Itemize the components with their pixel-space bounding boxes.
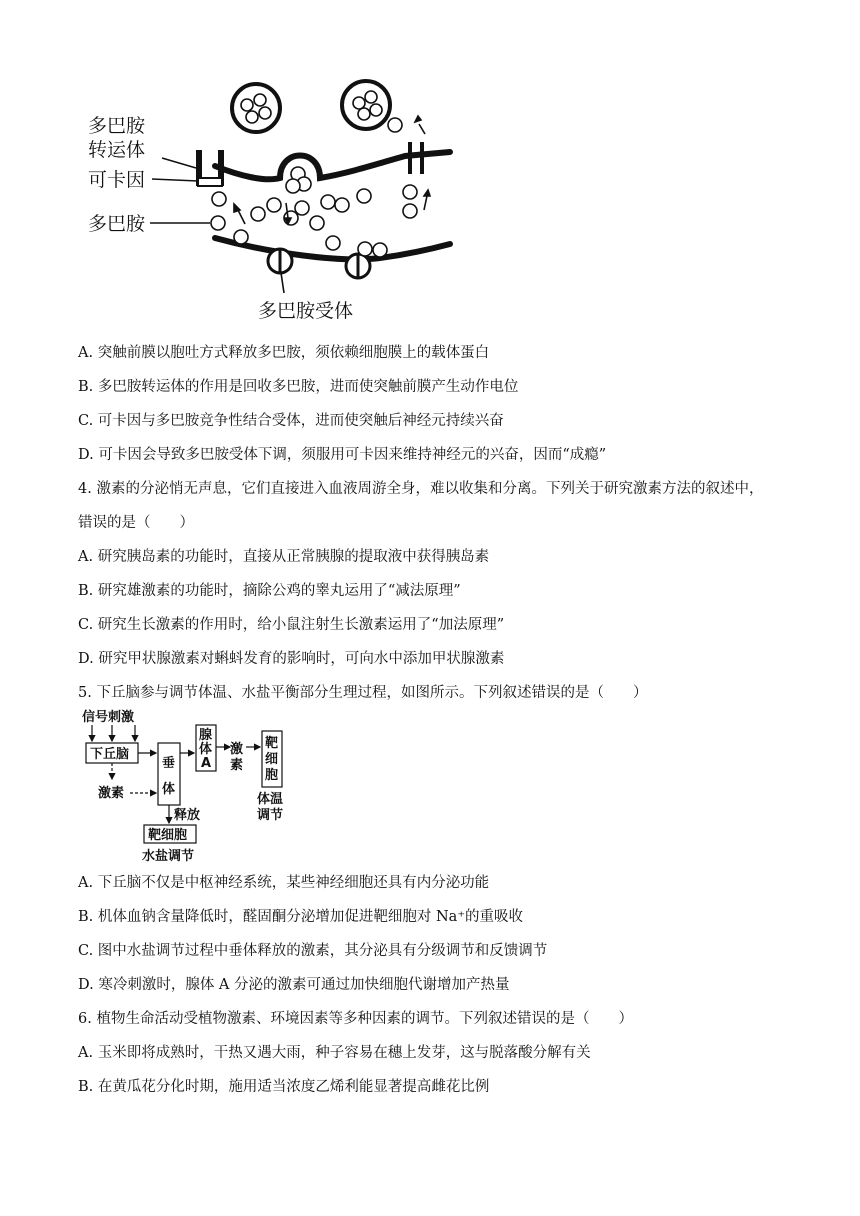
gland-label-1: 腺 (199, 728, 213, 743)
q6-option-a: A. 玉米即将成熟时，干热又遇大雨，种子容易在穗上发芽，这与脱落酸分解有关 (78, 1045, 591, 1061)
hormone-left-label: 激素 (98, 786, 125, 801)
pituitary-label-2: 体 (162, 782, 176, 797)
hormone-label-2: 素 (230, 758, 244, 773)
target-label-2: 细 (265, 752, 279, 767)
presynaptic-membrane (215, 152, 450, 179)
transporter-label-line1: 多巴胺 (88, 115, 146, 137)
release-label: 释放 (174, 808, 201, 823)
receptor-label: 多巴胺受体 (258, 300, 354, 322)
q3-option-c: C. 可卡因与多巴胺竞争性结合受体，进而使突触后神经元持续兴奋 (78, 413, 504, 429)
q3-option-a: A. 突触前膜以胞吐方式释放多巴胺，须依赖细胞膜上的载体蛋白 (78, 345, 490, 361)
q5-option-d: D. 寒冷刺激时，腺体 A 分泌的激素可通过加快细胞代谢增加产热量 (78, 977, 510, 993)
q5-option-b: B. 机体血钠含量降低时，醛固酮分泌增加促进靶细胞对 Na⁺的重吸收 (78, 909, 523, 925)
vesicle (342, 81, 390, 129)
q4-option-a: A. 研究胰岛素的功能时，直接从正常胰腺的提取液中获得胰岛素 (78, 549, 490, 565)
fusing-vesicle (286, 167, 311, 193)
q4-option-c: C. 研究生长激素的作用时，给小鼠注射生长激素运用了“加法原理” (78, 617, 505, 633)
q3-option-d: D. 可卡因会导致多巴胺受体下调，须服用可卡因来维持神经元的兴奋，因而“成瘾” (78, 447, 607, 463)
q3-option-b: B. 多巴胺转运体的作用是回收多巴胺，进而使突触前膜产生动作电位 (78, 379, 519, 395)
hormone-label-1: 激 (230, 742, 244, 757)
hypothalamus-label: 下丘脑 (90, 747, 130, 762)
q4-stem-line1: 4. 激素的分泌悄无声息，它们直接进入血液周游全身，难以收集和分离。下列关于研究激素方法的叙述中， (78, 481, 764, 497)
q5-option-a: A. 下丘脑不仅是中枢神经系统，某些神经细胞还具有内分泌功能 (78, 875, 490, 891)
water-salt-label: 水盐调节 (142, 849, 195, 864)
pituitary-label-1: 垂 (162, 756, 176, 771)
vesicle (232, 84, 280, 132)
q4-option-d: D. 研究甲状腺激素对蝌蚪发育的影响时，可向水中添加甲状腺激素 (78, 651, 505, 667)
cocaine-label: 可卡因 (88, 169, 146, 191)
q4-option-b: B. 研究雄激素的功能时，摘除公鸡的睾丸运用了“减法原理” (78, 583, 461, 599)
q5-option-c: C. 图中水盐调节过程中垂体释放的激素，其分泌具有分级调节和反馈调节 (78, 943, 548, 959)
gland-label-3: A (201, 756, 212, 771)
q6-option-b: B. 在黄瓜花分化时期，施用适当浓度乙烯利能显著提高雌花比例 (78, 1079, 490, 1095)
target-label-1: 靶 (265, 736, 279, 751)
temp-label-2: 调节 (257, 808, 284, 823)
temp-label-1: 体温 (257, 792, 284, 807)
q6-stem: 6. 植物生命活动受植物激素、环境因素等多种因素的调节。下列叙述错误的是（ ） (78, 1011, 633, 1027)
target-label-3: 胞 (265, 768, 279, 783)
dopamine-molecules (211, 118, 417, 257)
dopamine-receptor (268, 249, 370, 278)
q4-stem-line2: 错误的是（ ） (78, 515, 194, 531)
hypothalamus-diagram (80, 707, 310, 867)
dopamine-label: 多巴胺 (88, 213, 146, 235)
gland-label-2: 体 (199, 742, 213, 757)
dopamine-transporter (196, 150, 224, 186)
signal-label: 信号刺激 (82, 710, 135, 725)
synapse-figure (80, 78, 460, 328)
q5-stem: 5. 下丘脑参与调节体温、水盐平衡部分生理过程，如图所示。下列叙述错误的是（ ） (78, 685, 648, 701)
transporter-label-line2: 转运体 (88, 139, 146, 161)
target-cell-label: 靶细胞 (148, 828, 188, 843)
